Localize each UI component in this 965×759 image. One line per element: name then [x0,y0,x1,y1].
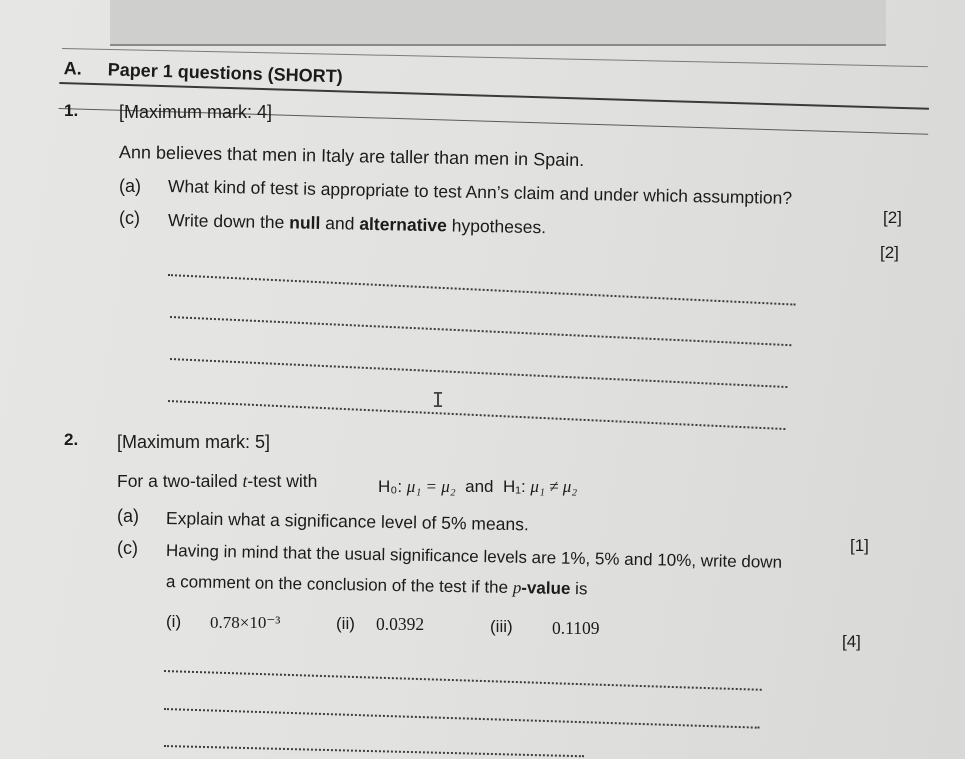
q2c-i-label: (i) [166,612,182,631]
section-letter: A. [63,58,83,79]
q2c-ii-label: (ii) [336,614,355,633]
q1c-mark: [2] [880,243,899,262]
q1c-text [168,210,546,238]
q2a-label: (a) [117,506,139,526]
q1-number: 1. [64,101,79,120]
q2c-ii-value: 0.0392 [376,614,425,634]
q2-stem-before: For a two-tailed [117,471,238,491]
q2-answer-line-2 [164,708,760,729]
q2-number: 2. [64,430,79,449]
q2-answer-line-1 [164,670,762,691]
q2c-iii-label: (iii) [490,617,513,636]
q2c-line-1: Having in mind that the usual significance levels are 1%, 5% and 10%, write down [165,541,783,572]
h1-label: H₁: [502,477,526,496]
text-cursor-icon: I [432,388,445,412]
h0-label: H₀: [378,477,403,496]
q1c-null: null [289,212,321,233]
section-title: Paper 1 questions (SHORT) [107,59,343,87]
q2-stem [117,471,317,492]
q2-max-mark: [Maximum mark: 5] [117,432,271,452]
q2c-iii-value: 0.1109 [552,618,600,638]
q2-stem-t: t [242,471,248,491]
q1-answer-line-4 [168,400,785,430]
section-header [59,60,930,136]
q2a-mark: [1] [850,536,869,555]
q2c-line-2-after: is [574,579,588,599]
q2a-text: Explain what a significance level of 5% means. [165,508,529,535]
h1-expression: μ₁ ≠ μ₂ [530,477,578,496]
q1c-text-before: Write down the [167,210,285,233]
q1c-and: and [325,213,355,234]
q2c-label: (c) [117,538,138,558]
q1-stem: Ann believes that men in Italy are taller than men in Spain. [118,142,585,171]
q1c-text-after: hypotheses. [451,215,547,238]
q1a-label: (a) [119,176,141,196]
q2c-i-value: 0.78×10⁻³ [210,613,281,632]
q2c-line-2 [166,572,588,599]
q1-max-mark: [Maximum mark: 4] [119,102,273,122]
q1-answer-line-3 [170,358,787,388]
q1c-label: (c) [119,208,140,228]
q2c-line-2-before: a comment on the conclusion of the test if the [165,572,509,597]
q1c-alternative: alternative [359,213,448,236]
q2-hypotheses [378,477,577,497]
q2c-value-bold: -value [521,578,571,599]
q2-answer-line-3 [164,745,584,757]
q1a-text: What kind of test is appropriate to test Ann’s claim and under which assumption? [167,176,793,208]
h0-expression: μ₁ = μ₂ [406,477,456,496]
q2-stem-after: -test with [247,471,318,491]
q2c-p: p [512,578,522,598]
hypotheses-and: and [465,477,494,496]
q1-answer-line-1 [168,274,795,306]
top-strip [110,0,886,46]
q1a-mark: [2] [883,208,902,227]
q2c-mark: [4] [842,632,861,651]
q1-answer-line-2 [170,316,791,346]
